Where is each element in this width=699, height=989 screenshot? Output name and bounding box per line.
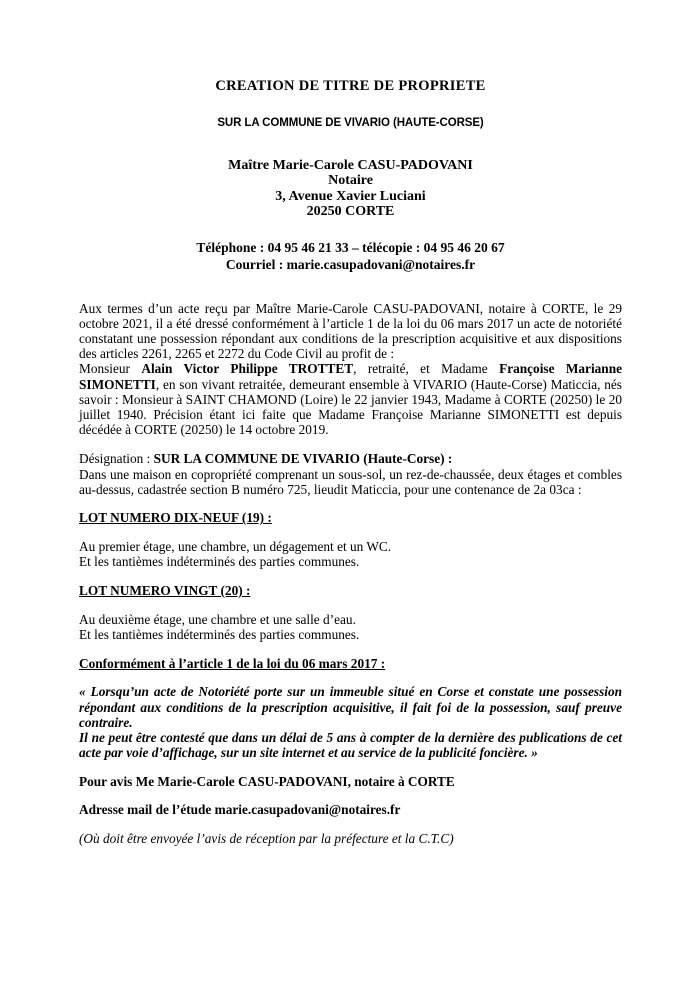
lot-20-line-2: Et les tantièmes indéterminés des parties communes.: [79, 627, 360, 642]
lot-20-heading-text: LOT NUMERO VINGT: [79, 582, 221, 598]
lot-19-line-2: Et les tantièmes indéterminés des parties communes.: [79, 554, 360, 570]
lot-20-line-1: Au deuxième étage, une chambre et une salle d’eau.: [79, 611, 356, 627]
paragraph-beneficiaries: [79, 361, 622, 437]
email-line: Courriel : marie.casupadovani@notaires.fr: [225, 256, 476, 272]
designation-line: [79, 437, 622, 466]
designation-label: Désignation :: [79, 451, 154, 467]
notary-city: 20250 CORTE: [306, 204, 395, 220]
beneficiary-name-second: Françoise Marianne SIMONETTI: [79, 361, 622, 392]
designation-description: Dans une maison en copropriété comprenant un sous-sol, un rez-de-chaussée, deux étages et combles au-dessus, cadastrée section B numéro 725, lieudit Maticcia, pour une contenance de 2a 03ca :: [79, 466, 622, 497]
paragraph-act-reference: Aux termes d’un acte reçu par Maître Marie-Carole CASU-PADOVANI, notaire à CORTE, le 29 octobre 2021, il a été dressé conformément à l’article 1 de la loi du 06 mars 2017 un acte de notoriété constatant une possession répondant aux conditions de la prescription acquisitive et aux dispositions des articles 2261, 2265 et 2272 du Code Civil au profit de :: [79, 300, 622, 362]
closing-note: (Où doit être envoyée l’avis de réception par la préfecture et la C.T.C): [79, 831, 454, 847]
beneficiaries-rest: , en son vivant retraitée, demeurant ensemble à VIVARIO (Haute-Corse) Maticcia, nés savoir : Monsieur à SAINT CHAMOND (Loire) le 22 janvier 1943, Madame à CORTE (20250) le 20 juillet 1940. Précision étant ici faite que Madame Françoise Marianne SIMONETTI est depuis décédée à CORTE (20250) le 14 octobre 2019.: [79, 376, 622, 438]
article-quote-paragraph-1: « Lorsqu’un acte de Notoriété porte sur un immeuble situé en Corse et constate une possession répondant aux conditions de la prescription acquisitive, il fait foi de la possession, sauf preuve contraire.: [79, 684, 622, 730]
beneficiary-name-first: Alain Victor Philippe TROTTET: [141, 361, 354, 377]
phone-line: Téléphone : 04 95 46 21 33 – télécopie : 04 95 46 20 67: [196, 239, 505, 255]
notary-identity-block: [79, 130, 622, 220]
lot-20-heading: [79, 583, 622, 599]
document-content: [79, 0, 622, 860]
article-quote-paragraph-2: Il ne peut être contesté que dans un délai de 5 ans à compter de la dernière des publications de cet acte par voie d’affichage, sur un site internet et au service de la publicité foncière. »: [79, 730, 622, 761]
closing-email-line: Adresse mail de l’étude marie.casupadovani@notaires.fr: [79, 802, 401, 818]
closing-notice-line: Pour avis Me Marie-Carole CASU-PADOVANI, notaire à CORTE: [79, 773, 455, 789]
lot-20-heading-number: (20) :: [220, 582, 251, 598]
notary-role: Notaire: [328, 173, 373, 189]
page-title: CREATION DE TITRE DE PROPRIETE: [215, 78, 486, 94]
notary-name: Maître Marie-Carole CASU-PADOVANI: [228, 157, 473, 173]
page-subtitle: SUR LA COMMUNE DE VIVARIO (HAUTE-CORSE): [217, 116, 484, 129]
article-heading: Conformément à l’article 1 de la loi du 06 mars 2017 :: [79, 655, 386, 671]
lot-19-line-1: Au premier étage, une chambre, un dégagement et un WC.: [79, 539, 392, 555]
beneficiaries-prefix: Monsieur: [79, 361, 142, 377]
beneficiaries-middle: , retraité, et Madame: [353, 361, 500, 377]
lot-19-heading: LOT NUMERO DIX-NEUF (19) :: [79, 510, 272, 526]
designation-value: SUR LA COMMUNE DE VIVARIO (Haute-Corse) :: [153, 451, 453, 467]
notary-street: 3, Avenue Xavier Luciani: [275, 188, 426, 204]
notary-contact-block: [79, 220, 622, 273]
